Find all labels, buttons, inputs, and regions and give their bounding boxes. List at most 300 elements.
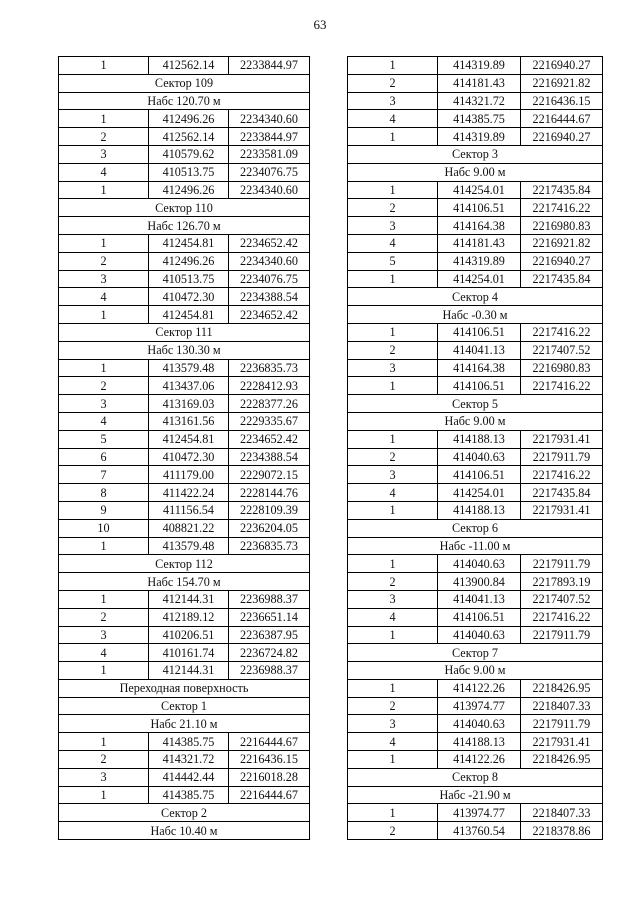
y-coordinate-cell: 2217407.52 [521,590,603,608]
y-coordinate-cell: 2216018.28 [229,768,310,786]
x-coordinate-cell: 414254.01 [438,181,521,199]
section-header-cell: Сектор 110 [59,199,310,217]
x-coordinate-cell: 414106.51 [438,199,521,217]
point-number-cell: 4 [348,110,438,128]
coordinate-row [59,448,310,466]
coordinate-row [348,359,603,377]
y-coordinate-cell: 2217931.41 [521,501,603,519]
x-coordinate-cell: 412454.81 [149,430,229,448]
x-coordinate-cell: 412496.26 [149,110,229,128]
point-number-cell: 3 [348,466,438,484]
x-coordinate-cell: 414319.89 [438,252,521,270]
y-coordinate-cell: 2217931.41 [521,430,603,448]
y-coordinate-cell: 2236387.95 [229,626,310,644]
x-coordinate-cell: 413900.84 [438,573,521,591]
point-number-cell: 2 [348,199,438,217]
y-coordinate-cell: 2216940.27 [521,128,603,146]
y-coordinate-cell: 2217416.22 [521,199,603,217]
section-header-cell: Сектор 4 [348,288,603,306]
y-coordinate-cell: 2217407.52 [521,341,603,359]
x-coordinate-cell: 414319.89 [438,128,521,146]
coordinate-row [59,412,310,430]
section-header-row [59,74,310,92]
section-header-cell: Сектор 8 [348,768,603,786]
coordinate-row [59,252,310,270]
x-coordinate-cell: 414041.13 [438,590,521,608]
x-coordinate-cell: 414254.01 [438,270,521,288]
point-number-cell: 2 [348,697,438,715]
section-header-cell: Набс 10.40 м [59,822,310,840]
point-number-cell: 2 [59,751,149,769]
y-coordinate-cell: 2217893.19 [521,573,603,591]
y-coordinate-cell: 2217931.41 [521,733,603,751]
point-number-cell: 1 [59,306,149,324]
coordinate-row [348,466,603,484]
coordinate-row [59,644,310,662]
coordinate-row [348,448,603,466]
section-header-row [59,199,310,217]
point-number-cell: 9 [59,501,149,519]
point-number-cell: 1 [59,590,149,608]
section-header-row [348,537,603,555]
y-coordinate-cell: 2216921.82 [521,74,603,92]
y-coordinate-cell: 2216980.83 [521,217,603,235]
y-coordinate-cell: 2234652.42 [229,306,310,324]
point-number-cell: 1 [348,323,438,341]
x-coordinate-cell: 413760.54 [438,822,521,840]
y-coordinate-cell: 2234076.75 [229,270,310,288]
point-number-cell: 8 [59,484,149,502]
x-coordinate-cell: 414181.43 [438,74,521,92]
point-number-cell: 1 [59,110,149,128]
coordinate-row [348,217,603,235]
coordinate-row [348,751,603,769]
section-header-cell: Сектор 3 [348,145,603,163]
x-coordinate-cell: 411179.00 [149,466,229,484]
point-number-cell: 1 [348,377,438,395]
y-coordinate-cell: 2234652.42 [229,234,310,252]
y-coordinate-cell: 2234340.60 [229,252,310,270]
x-coordinate-cell: 413161.56 [149,412,229,430]
coordinate-row [59,270,310,288]
point-number-cell: 4 [59,288,149,306]
y-coordinate-cell: 2216921.82 [521,234,603,252]
coordinate-row [348,501,603,519]
y-coordinate-cell: 2217416.22 [521,608,603,626]
section-header-row [348,306,603,324]
section-header-row [59,555,310,573]
coordinate-row [348,234,603,252]
y-coordinate-cell: 2228144.76 [229,484,310,502]
x-coordinate-cell: 414106.51 [438,323,521,341]
point-number-cell: 2 [59,128,149,146]
coordinate-row [59,377,310,395]
point-number-cell: 3 [348,590,438,608]
coordinate-row [59,519,310,537]
point-number-cell: 2 [348,822,438,840]
y-coordinate-cell: 2217416.22 [521,377,603,395]
point-number-cell: 1 [59,786,149,804]
y-coordinate-cell: 2236204.05 [229,519,310,537]
y-coordinate-cell: 2233581.09 [229,145,310,163]
y-coordinate-cell: 2216444.67 [229,733,310,751]
x-coordinate-cell: 414385.75 [149,733,229,751]
coordinate-row [59,306,310,324]
x-coordinate-cell: 411156.54 [149,501,229,519]
y-coordinate-cell: 2236988.37 [229,590,310,608]
coordinate-row [348,270,603,288]
coordinate-row [348,715,603,733]
section-header-cell: Сектор 5 [348,395,603,413]
point-number-cell: 2 [59,252,149,270]
x-coordinate-cell: 414254.01 [438,484,521,502]
point-number-cell: 2 [59,377,149,395]
y-coordinate-cell: 2218426.95 [521,751,603,769]
section-header-cell: Сектор 109 [59,74,310,92]
point-number-cell: 1 [59,57,149,75]
section-header-cell: Сектор 7 [348,644,603,662]
section-header-cell: Набс 120.70 м [59,92,310,110]
point-number-cell: 3 [348,359,438,377]
point-number-cell: 2 [59,608,149,626]
y-coordinate-cell: 2217911.79 [521,555,603,573]
section-header-row [59,697,310,715]
coordinate-row [59,768,310,786]
point-number-cell: 1 [59,359,149,377]
point-number-cell: 5 [348,252,438,270]
section-header-cell: Набс -21.90 м [348,786,603,804]
point-number-cell: 3 [59,145,149,163]
point-number-cell: 2 [348,448,438,466]
y-coordinate-cell: 2217911.79 [521,715,603,733]
section-header-row [59,323,310,341]
coordinate-row [348,608,603,626]
x-coordinate-cell: 414106.51 [438,608,521,626]
coordinates-table-right [347,56,603,840]
section-header-row [348,163,603,181]
coordinate-row [59,786,310,804]
coordinate-row [59,145,310,163]
y-coordinate-cell: 2234076.75 [229,163,310,181]
x-coordinate-cell: 414122.26 [438,679,521,697]
coordinate-row [59,163,310,181]
y-coordinate-cell: 2234652.42 [229,430,310,448]
section-header-row [348,288,603,306]
x-coordinate-cell: 410472.30 [149,288,229,306]
coordinate-row [348,573,603,591]
x-coordinate-cell: 410579.62 [149,145,229,163]
coordinate-row [348,110,603,128]
x-coordinate-cell: 414040.63 [438,715,521,733]
coordinate-row [348,323,603,341]
y-coordinate-cell: 2217911.79 [521,448,603,466]
x-coordinate-cell: 414188.13 [438,501,521,519]
x-coordinate-cell: 410472.30 [149,448,229,466]
x-coordinate-cell: 410161.74 [149,644,229,662]
section-header-cell: Набс 9.00 м [348,412,603,430]
x-coordinate-cell: 414442.44 [149,768,229,786]
point-number-cell: 1 [348,626,438,644]
y-coordinate-cell: 2216436.15 [521,92,603,110]
point-number-cell: 3 [348,217,438,235]
y-coordinate-cell: 2216436.15 [229,751,310,769]
point-number-cell: 2 [348,341,438,359]
point-number-cell: 1 [348,430,438,448]
x-coordinate-cell: 413169.03 [149,395,229,413]
x-coordinate-cell: 414181.43 [438,234,521,252]
point-number-cell: 4 [348,484,438,502]
point-number-cell: 3 [59,395,149,413]
section-header-row [348,644,603,662]
x-coordinate-cell: 411422.24 [149,484,229,502]
coordinate-row [348,697,603,715]
section-header-row [348,412,603,430]
section-header-row [348,395,603,413]
y-coordinate-cell: 2217435.84 [521,484,603,502]
point-number-cell: 3 [59,626,149,644]
coordinate-row [348,430,603,448]
x-coordinate-cell: 408821.22 [149,519,229,537]
coordinate-row [348,679,603,697]
y-coordinate-cell: 2234340.60 [229,110,310,128]
y-coordinate-cell: 2228377.26 [229,395,310,413]
coordinate-row [348,822,603,840]
coordinate-row [348,181,603,199]
x-coordinate-cell: 413974.77 [438,804,521,822]
point-number-cell: 4 [348,733,438,751]
point-number-cell: 2 [348,74,438,92]
y-coordinate-cell: 2217435.84 [521,270,603,288]
coordinate-row [59,501,310,519]
section-header-row [59,341,310,359]
x-coordinate-cell: 413579.48 [149,537,229,555]
section-header-row [59,822,310,840]
section-header-row [59,217,310,235]
section-header-cell: Набс -11.00 м [348,537,603,555]
point-number-cell: 3 [348,92,438,110]
y-coordinate-cell: 2217416.22 [521,466,603,484]
point-number-cell: 1 [348,555,438,573]
section-header-cell: Набс 9.00 м [348,662,603,680]
x-coordinate-cell: 410206.51 [149,626,229,644]
x-coordinate-cell: 413579.48 [149,359,229,377]
x-coordinate-cell: 414040.63 [438,626,521,644]
coordinate-row [59,430,310,448]
point-number-cell: 1 [348,181,438,199]
x-coordinate-cell: 414321.72 [149,751,229,769]
coordinate-row [348,74,603,92]
x-coordinate-cell: 414040.63 [438,448,521,466]
section-header-row [348,519,603,537]
coordinate-row [348,484,603,502]
x-coordinate-cell: 410513.75 [149,163,229,181]
section-header-row [348,786,603,804]
point-number-cell: 1 [59,662,149,680]
coordinate-row [59,608,310,626]
coordinate-row [348,252,603,270]
section-header-cell: Набс -0.30 м [348,306,603,324]
y-coordinate-cell: 2217911.79 [521,626,603,644]
x-coordinate-cell: 414122.26 [438,751,521,769]
coordinate-row [59,466,310,484]
x-coordinate-cell: 414385.75 [149,786,229,804]
y-coordinate-cell: 2234340.60 [229,181,310,199]
point-number-cell: 1 [59,234,149,252]
y-coordinate-cell: 2234388.54 [229,448,310,466]
coordinate-row [59,662,310,680]
y-coordinate-cell: 2228109.39 [229,501,310,519]
y-coordinate-cell: 2216940.27 [521,57,603,75]
x-coordinate-cell: 414188.13 [438,733,521,751]
point-number-cell: 1 [59,537,149,555]
x-coordinate-cell: 412562.14 [149,128,229,146]
point-number-cell: 10 [59,519,149,537]
coordinate-row [59,288,310,306]
x-coordinate-cell: 414106.51 [438,377,521,395]
x-coordinate-cell: 414188.13 [438,430,521,448]
section-header-cell: Набс 154.70 м [59,573,310,591]
coordinate-row [348,128,603,146]
coordinate-row [59,751,310,769]
section-header-cell: Сектор 2 [59,804,310,822]
coordinate-row [348,92,603,110]
point-number-cell: 5 [59,430,149,448]
section-header-row [348,768,603,786]
coordinate-row [348,626,603,644]
x-coordinate-cell: 412496.26 [149,252,229,270]
section-header-row [59,679,310,697]
x-coordinate-cell: 412454.81 [149,306,229,324]
section-header-row [348,662,603,680]
coordinate-row [59,57,310,75]
point-number-cell: 1 [348,804,438,822]
x-coordinate-cell: 412189.12 [149,608,229,626]
x-coordinate-cell: 414041.13 [438,341,521,359]
section-header-cell: Набс 21.10 м [59,715,310,733]
coordinate-row [59,181,310,199]
coordinate-row [59,110,310,128]
point-number-cell: 6 [59,448,149,466]
section-header-cell: Сектор 6 [348,519,603,537]
section-header-row [59,804,310,822]
y-coordinate-cell: 2233844.97 [229,57,310,75]
y-coordinate-cell: 2229335.67 [229,412,310,430]
section-header-cell: Переходная поверхность [59,679,310,697]
x-coordinate-cell: 412562.14 [149,57,229,75]
y-coordinate-cell: 2217416.22 [521,323,603,341]
y-coordinate-cell: 2233844.97 [229,128,310,146]
section-header-cell: Набс 130.30 м [59,341,310,359]
section-header-row [348,145,603,163]
coordinate-row [348,341,603,359]
coordinate-row [59,733,310,751]
coordinate-row [59,484,310,502]
y-coordinate-cell: 2234388.54 [229,288,310,306]
point-number-cell: 4 [348,608,438,626]
table-right-body [348,57,603,840]
point-number-cell: 1 [59,181,149,199]
coordinate-row [348,804,603,822]
coordinate-row [348,377,603,395]
x-coordinate-cell: 412144.31 [149,662,229,680]
y-coordinate-cell: 2218407.33 [521,804,603,822]
x-coordinate-cell: 414164.38 [438,359,521,377]
coordinate-row [348,590,603,608]
point-number-cell: 4 [348,234,438,252]
point-number-cell: 4 [59,644,149,662]
coordinates-table-left [58,56,310,840]
coordinate-row [348,199,603,217]
section-header-cell: Набс 126.70 м [59,217,310,235]
x-coordinate-cell: 414319.89 [438,57,521,75]
point-number-cell: 1 [348,679,438,697]
point-number-cell: 3 [59,768,149,786]
point-number-cell: 1 [59,733,149,751]
x-coordinate-cell: 410513.75 [149,270,229,288]
point-number-cell: 3 [348,715,438,733]
coordinate-row [348,733,603,751]
point-number-cell: 1 [348,270,438,288]
y-coordinate-cell: 2216940.27 [521,252,603,270]
coordinate-row [59,359,310,377]
x-coordinate-cell: 414164.38 [438,217,521,235]
point-number-cell: 1 [348,751,438,769]
y-coordinate-cell: 2216980.83 [521,359,603,377]
coordinate-row [59,234,310,252]
x-coordinate-cell: 412454.81 [149,234,229,252]
x-coordinate-cell: 413437.06 [149,377,229,395]
point-number-cell: 1 [348,501,438,519]
section-header-row [59,92,310,110]
y-coordinate-cell: 2217435.84 [521,181,603,199]
x-coordinate-cell: 412496.26 [149,181,229,199]
point-number-cell: 7 [59,466,149,484]
x-coordinate-cell: 414040.63 [438,555,521,573]
coordinate-row [59,590,310,608]
section-header-row [59,715,310,733]
x-coordinate-cell: 414385.75 [438,110,521,128]
y-coordinate-cell: 2216444.67 [521,110,603,128]
y-coordinate-cell: 2236988.37 [229,662,310,680]
coordinate-row [59,395,310,413]
point-number-cell: 3 [59,270,149,288]
y-coordinate-cell: 2236724.82 [229,644,310,662]
coordinate-row [59,537,310,555]
page-number: 63 [313,17,327,32]
section-header-cell: Сектор 112 [59,555,310,573]
point-number-cell: 1 [348,57,438,75]
section-header-cell: Сектор 1 [59,697,310,715]
x-coordinate-cell: 414106.51 [438,466,521,484]
y-coordinate-cell: 2216444.67 [229,786,310,804]
y-coordinate-cell: 2236651.14 [229,608,310,626]
y-coordinate-cell: 2228412.93 [229,377,310,395]
coordinate-row [348,555,603,573]
point-number-cell: 2 [348,573,438,591]
point-number-cell: 4 [59,412,149,430]
coordinate-row [59,128,310,146]
section-header-cell: Сектор 111 [59,323,310,341]
y-coordinate-cell: 2236835.73 [229,537,310,555]
coordinate-row [348,57,603,75]
section-header-cell: Набс 9.00 м [348,163,603,181]
section-header-row [59,573,310,591]
y-coordinate-cell: 2236835.73 [229,359,310,377]
x-coordinate-cell: 413974.77 [438,697,521,715]
coordinate-row [59,626,310,644]
x-coordinate-cell: 414321.72 [438,92,521,110]
y-coordinate-cell: 2218426.95 [521,679,603,697]
